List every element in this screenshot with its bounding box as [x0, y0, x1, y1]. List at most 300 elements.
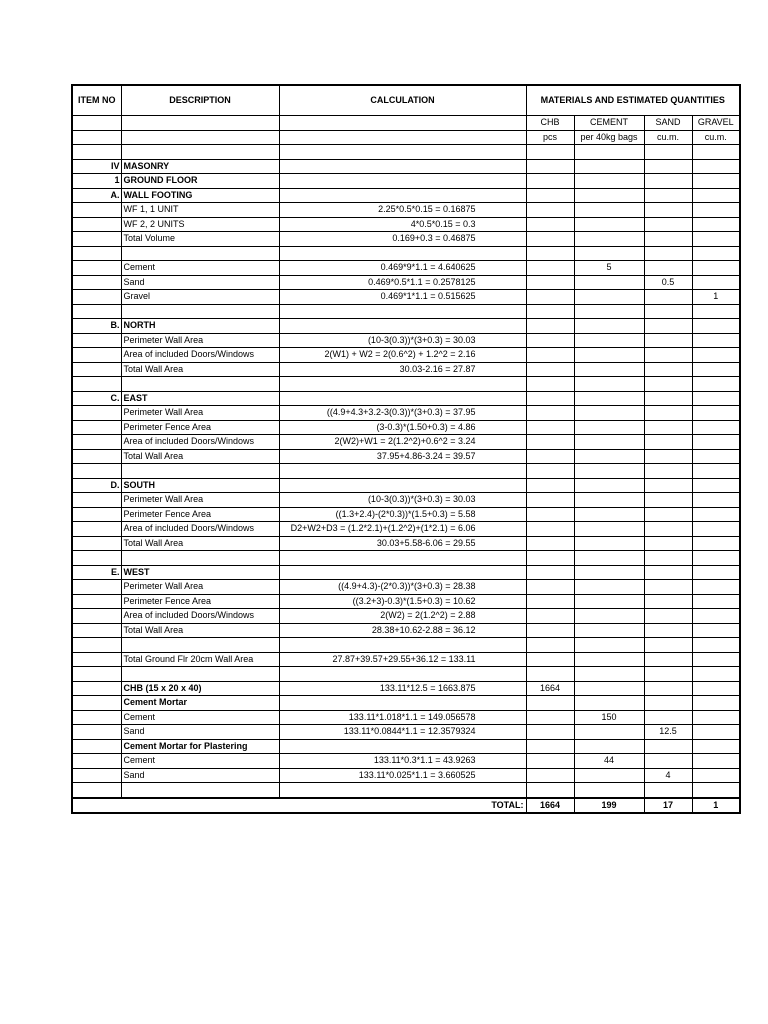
row-gravel — [692, 391, 740, 406]
row-description: Total Wall Area — [121, 449, 279, 464]
row-calculation — [279, 638, 526, 653]
row-cement — [574, 652, 644, 667]
row-calculation: (10-3(0.3))*(3+0.3) = 30.03 — [279, 493, 526, 508]
table-row — [72, 435, 740, 450]
row-gravel — [692, 159, 740, 174]
row-cement — [574, 638, 644, 653]
col-sand: SAND — [644, 116, 692, 131]
row-gravel — [692, 522, 740, 537]
row-description — [121, 783, 279, 798]
row-description: WF 1, 1 UNIT — [121, 203, 279, 218]
row-item-no — [72, 493, 121, 508]
row-item-no — [72, 377, 121, 392]
row-item-no — [72, 609, 121, 624]
row-cement — [574, 783, 644, 798]
row-cement — [574, 696, 644, 711]
table-row — [72, 783, 740, 798]
row-gravel — [692, 609, 740, 624]
row-item-no — [72, 145, 121, 160]
unit-gravel: cu.m. — [692, 130, 740, 145]
table-row — [72, 725, 740, 740]
row-sand — [644, 319, 692, 334]
row-description: Cement Mortar for Plastering — [121, 739, 279, 754]
row-sand — [644, 710, 692, 725]
row-item-no — [72, 594, 121, 609]
row-description: Gravel — [121, 290, 279, 305]
row-gravel — [692, 304, 740, 319]
row-description: Total Wall Area — [121, 623, 279, 638]
row-item-no: B. — [72, 319, 121, 334]
row-sand — [644, 159, 692, 174]
row-gravel — [692, 623, 740, 638]
row-cement: 5 — [574, 261, 644, 276]
row-calculation — [279, 188, 526, 203]
row-description — [121, 638, 279, 653]
row-description: Perimeter Wall Area — [121, 333, 279, 348]
row-item-no — [72, 667, 121, 682]
row-chb — [526, 754, 574, 769]
row-cement — [574, 725, 644, 740]
unit-chb: pcs — [526, 130, 574, 145]
row-calculation: 0.469*9*1.1 = 4.640625 — [279, 261, 526, 276]
row-sand: 0.5 — [644, 275, 692, 290]
estimate-table — [71, 84, 741, 814]
row-sand — [644, 493, 692, 508]
row-item-no — [72, 681, 121, 696]
row-chb — [526, 768, 574, 783]
row-gravel — [692, 783, 740, 798]
row-sand — [644, 464, 692, 479]
row-item-no — [72, 290, 121, 305]
row-sand — [644, 290, 692, 305]
row-gravel — [692, 174, 740, 189]
row-calculation — [279, 667, 526, 682]
row-gravel — [692, 493, 740, 508]
row-description — [121, 304, 279, 319]
row-cement — [574, 435, 644, 450]
total-label: TOTAL: — [279, 798, 526, 814]
row-description: MASONRY — [121, 159, 279, 174]
row-cement — [574, 333, 644, 348]
unit-sand: cu.m. — [644, 130, 692, 145]
row-gravel — [692, 464, 740, 479]
row-description: GROUND FLOOR — [121, 174, 279, 189]
table-row — [72, 464, 740, 479]
row-calculation: ((4.9+4.3+3.2-3(0.3))*(3+0.3) = 37.95 — [279, 406, 526, 421]
row-cement — [574, 145, 644, 160]
table-row — [72, 246, 740, 261]
row-description: Cement — [121, 754, 279, 769]
row-calculation: 2.25*0.5*0.15 = 0.16875 — [279, 203, 526, 218]
table-row — [72, 580, 740, 595]
row-calculation — [279, 391, 526, 406]
row-item-no: D. — [72, 478, 121, 493]
row-calculation: (3-0.3)*(1.50+0.3) = 4.86 — [279, 420, 526, 435]
row-sand — [644, 638, 692, 653]
row-item-no — [72, 725, 121, 740]
header-item-no: ITEM NO — [72, 85, 121, 116]
row-item-no — [72, 203, 121, 218]
row-sand — [644, 217, 692, 232]
row-calculation — [279, 377, 526, 392]
row-gravel — [692, 754, 740, 769]
row-chb — [526, 435, 574, 450]
row-cement — [574, 420, 644, 435]
row-chb — [526, 275, 574, 290]
row-calculation — [279, 159, 526, 174]
table-row — [72, 652, 740, 667]
row-item-no — [72, 551, 121, 566]
row-description — [121, 464, 279, 479]
table-row — [72, 420, 740, 435]
row-sand — [644, 536, 692, 551]
row-description: Total Wall Area — [121, 536, 279, 551]
units-row — [72, 130, 740, 145]
row-description: NORTH — [121, 319, 279, 334]
row-item-no: IV — [72, 159, 121, 174]
row-sand — [644, 696, 692, 711]
row-chb — [526, 290, 574, 305]
row-sand — [644, 667, 692, 682]
table-row — [72, 391, 740, 406]
row-description: Total Ground Flr 20cm Wall Area — [121, 652, 279, 667]
row-cement — [574, 681, 644, 696]
table-row — [72, 710, 740, 725]
row-calculation: ((3.2+3)-0.3)*(1.5+0.3) = 10.62 — [279, 594, 526, 609]
row-sand — [644, 261, 692, 276]
row-item-no — [72, 768, 121, 783]
row-calculation — [279, 551, 526, 566]
row-cement — [574, 217, 644, 232]
row-gravel — [692, 217, 740, 232]
row-cement — [574, 536, 644, 551]
row-sand — [644, 348, 692, 363]
row-chb — [526, 478, 574, 493]
row-gravel — [692, 362, 740, 377]
table-row — [72, 623, 740, 638]
row-gravel — [692, 696, 740, 711]
table-row — [72, 159, 740, 174]
row-cement — [574, 391, 644, 406]
col-chb: CHB — [526, 116, 574, 131]
row-calculation — [279, 174, 526, 189]
row-cement — [574, 507, 644, 522]
row-chb — [526, 333, 574, 348]
row-calculation: 30.03+5.58-6.06 = 29.55 — [279, 536, 526, 551]
row-sand — [644, 551, 692, 566]
row-description: WEST — [121, 565, 279, 580]
row-cement — [574, 377, 644, 392]
total-gravel: 1 — [692, 798, 740, 814]
row-chb — [526, 261, 574, 276]
row-cement — [574, 188, 644, 203]
row-description: Sand — [121, 768, 279, 783]
table-row — [72, 609, 740, 624]
row-description: Cement — [121, 710, 279, 725]
row-cement — [574, 348, 644, 363]
row-item-no — [72, 333, 121, 348]
row-item-no — [72, 507, 121, 522]
row-calculation: ((4.9+4.3)-(2*0.3))*(3+0.3) = 28.38 — [279, 580, 526, 595]
row-calculation — [279, 319, 526, 334]
row-sand — [644, 391, 692, 406]
row-cement — [574, 580, 644, 595]
row-chb — [526, 420, 574, 435]
row-gravel — [692, 652, 740, 667]
row-sand — [644, 478, 692, 493]
row-item-no — [72, 783, 121, 798]
row-gravel — [692, 768, 740, 783]
row-gravel — [692, 580, 740, 595]
row-item-no — [72, 246, 121, 261]
row-gravel — [692, 594, 740, 609]
row-gravel — [692, 725, 740, 740]
row-sand — [644, 449, 692, 464]
row-gravel: 1 — [692, 290, 740, 305]
row-gravel — [692, 261, 740, 276]
row-chb — [526, 188, 574, 203]
row-cement — [574, 304, 644, 319]
row-sand — [644, 609, 692, 624]
row-item-no — [72, 232, 121, 247]
row-sand — [644, 522, 692, 537]
table-row — [72, 739, 740, 754]
row-cement — [574, 232, 644, 247]
row-calculation: 133.11*0.0844*1.1 = 12.3579324 — [279, 725, 526, 740]
row-calculation: 0.469*1*1.1 = 0.515625 — [279, 290, 526, 305]
row-calculation — [279, 783, 526, 798]
col-cement: CEMENT — [574, 116, 644, 131]
row-item-no — [72, 464, 121, 479]
row-calculation — [279, 696, 526, 711]
row-calculation — [279, 565, 526, 580]
row-calculation: 2(W2) = 2(1.2^2) = 2.88 — [279, 609, 526, 624]
row-item-no — [72, 362, 121, 377]
row-cement — [574, 594, 644, 609]
row-item-no: A. — [72, 188, 121, 203]
row-gravel — [692, 232, 740, 247]
table-row — [72, 638, 740, 653]
row-chb — [526, 406, 574, 421]
row-sand: 4 — [644, 768, 692, 783]
table-row — [72, 478, 740, 493]
row-chb — [526, 464, 574, 479]
row-description: Cement — [121, 261, 279, 276]
row-sand — [644, 594, 692, 609]
row-item-no — [72, 406, 121, 421]
row-item-no — [72, 449, 121, 464]
row-gravel — [692, 203, 740, 218]
row-sand — [644, 362, 692, 377]
row-calculation: 37.95+4.86-3.24 = 39.57 — [279, 449, 526, 464]
row-description: Total Wall Area — [121, 362, 279, 377]
row-description — [121, 246, 279, 261]
table-row — [72, 275, 740, 290]
row-chb — [526, 551, 574, 566]
row-sand — [644, 565, 692, 580]
row-item-no: 1 — [72, 174, 121, 189]
table-row — [72, 333, 740, 348]
row-item-no — [72, 696, 121, 711]
row-item-no — [72, 522, 121, 537]
row-sand — [644, 188, 692, 203]
row-sand — [644, 203, 692, 218]
row-cement — [574, 667, 644, 682]
row-description: Area of included Doors/Windows — [121, 609, 279, 624]
row-chb — [526, 739, 574, 754]
row-chb — [526, 348, 574, 363]
row-chb — [526, 174, 574, 189]
row-item-no: E. — [72, 565, 121, 580]
total-row — [72, 798, 740, 814]
table-row — [72, 754, 740, 769]
row-chb — [526, 710, 574, 725]
row-gravel — [692, 435, 740, 450]
row-cement — [574, 493, 644, 508]
row-description: CHB (15 x 20 x 40) — [121, 681, 279, 696]
row-cement — [574, 275, 644, 290]
row-gravel — [692, 420, 740, 435]
row-cement — [574, 478, 644, 493]
row-chb — [526, 493, 574, 508]
row-cement: 44 — [574, 754, 644, 769]
row-gravel — [692, 739, 740, 754]
row-cement — [574, 609, 644, 624]
row-description: Area of included Doors/Windows — [121, 348, 279, 363]
row-description: Sand — [121, 725, 279, 740]
table-row — [72, 348, 740, 363]
col-gravel: GRAVEL — [692, 116, 740, 131]
table-row — [72, 290, 740, 305]
row-cement — [574, 406, 644, 421]
table-row — [72, 565, 740, 580]
row-description: Perimeter Fence Area — [121, 594, 279, 609]
row-cement — [574, 246, 644, 261]
header-row — [72, 85, 740, 116]
row-chb — [526, 565, 574, 580]
material-names-row — [72, 116, 740, 131]
row-gravel — [692, 246, 740, 261]
row-item-no — [72, 420, 121, 435]
row-gravel — [692, 710, 740, 725]
table-row — [72, 768, 740, 783]
row-cement — [574, 768, 644, 783]
row-gravel — [692, 333, 740, 348]
row-sand — [644, 739, 692, 754]
row-description: Total Volume — [121, 232, 279, 247]
row-chb — [526, 623, 574, 638]
row-calculation: 0.169+0.3 = 0.46875 — [279, 232, 526, 247]
row-gravel — [692, 145, 740, 160]
table-row — [72, 507, 740, 522]
row-calculation: 133.11*0.025*1.1 = 3.660525 — [279, 768, 526, 783]
table-row — [72, 362, 740, 377]
row-sand — [644, 783, 692, 798]
row-cement: 150 — [574, 710, 644, 725]
row-chb — [526, 609, 574, 624]
row-description: Perimeter Wall Area — [121, 406, 279, 421]
row-sand — [644, 333, 692, 348]
row-description — [121, 667, 279, 682]
row-chb — [526, 319, 574, 334]
row-item-no — [72, 652, 121, 667]
table-row — [72, 594, 740, 609]
row-gravel — [692, 478, 740, 493]
row-sand — [644, 420, 692, 435]
row-cement — [574, 739, 644, 754]
header-materials: MATERIALS AND ESTIMATED QUANTITIES — [526, 85, 740, 116]
row-description: WALL FOOTING — [121, 188, 279, 203]
row-description: EAST — [121, 391, 279, 406]
row-sand — [644, 377, 692, 392]
table-row — [72, 203, 740, 218]
row-chb — [526, 246, 574, 261]
row-chb — [526, 522, 574, 537]
row-chb — [526, 362, 574, 377]
row-cement — [574, 203, 644, 218]
row-chb — [526, 594, 574, 609]
row-sand — [644, 435, 692, 450]
row-sand — [644, 580, 692, 595]
row-item-no — [72, 275, 121, 290]
row-chb: 1664 — [526, 681, 574, 696]
row-cement — [574, 565, 644, 580]
row-gravel — [692, 507, 740, 522]
table-row — [72, 667, 740, 682]
header-calculation: CALCULATION — [279, 85, 526, 116]
row-gravel — [692, 406, 740, 421]
table-row — [72, 377, 740, 392]
row-calculation — [279, 145, 526, 160]
row-chb — [526, 159, 574, 174]
row-chb — [526, 391, 574, 406]
table-row — [72, 188, 740, 203]
row-item-no — [72, 739, 121, 754]
row-calculation — [279, 739, 526, 754]
row-sand — [644, 652, 692, 667]
row-calculation: 133.11*12.5 = 1663.875 — [279, 681, 526, 696]
row-calculation: (10-3(0.3))*(3+0.3) = 30.03 — [279, 333, 526, 348]
row-cement — [574, 290, 644, 305]
row-calculation: D2+W2+D3 = (1.2*2.1)+(1.2^2)+(1*2.1) = 6.06 — [279, 522, 526, 537]
row-gravel — [692, 681, 740, 696]
row-description — [121, 145, 279, 160]
row-item-no — [72, 348, 121, 363]
row-description: Sand — [121, 275, 279, 290]
row-calculation: ((1.3+2.4)-(2*0.3))*(1.5+0.3) = 5.58 — [279, 507, 526, 522]
row-description: WF 2, 2 UNITS — [121, 217, 279, 232]
table-row — [72, 536, 740, 551]
row-cement — [574, 159, 644, 174]
row-cement — [574, 522, 644, 537]
table-row — [72, 406, 740, 421]
row-item-no: C. — [72, 391, 121, 406]
row-description: Perimeter Wall Area — [121, 580, 279, 595]
table-row — [72, 522, 740, 537]
row-calculation: 2(W1) + W2 = 2(0.6^2) + 1.2^2 = 2.16 — [279, 348, 526, 363]
row-gravel — [692, 348, 740, 363]
row-calculation — [279, 478, 526, 493]
row-gravel — [692, 377, 740, 392]
table-row — [72, 493, 740, 508]
row-cement — [574, 551, 644, 566]
table-row — [72, 681, 740, 696]
table-row — [72, 232, 740, 247]
row-chb — [526, 377, 574, 392]
row-sand — [644, 232, 692, 247]
row-description: Cement Mortar — [121, 696, 279, 711]
row-calculation: 2(W2)+W1 = 2(1.2^2)+0.6^2 = 3.24 — [279, 435, 526, 450]
